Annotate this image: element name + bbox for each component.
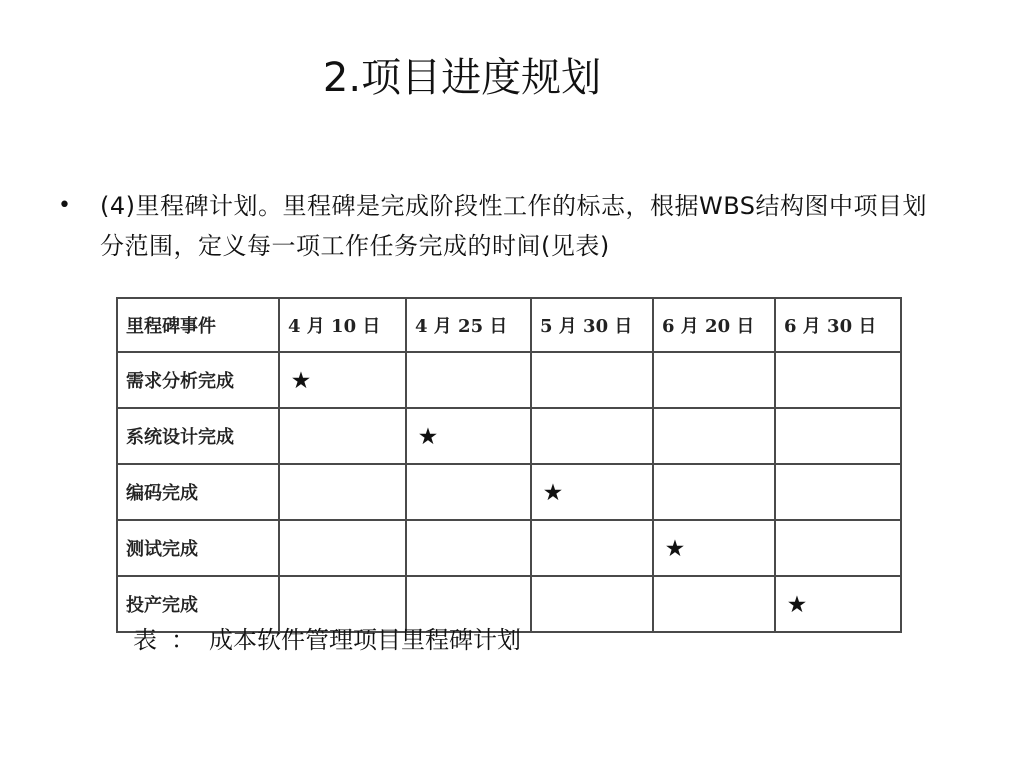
milestone-star-cell [406, 520, 531, 576]
bullet-paragraph [58, 186, 948, 286]
table-header-cell: 6 月 30 日 [775, 298, 901, 352]
milestone-star-cell [406, 464, 531, 520]
milestone-star-cell [653, 576, 775, 632]
table-header-cell: 5 月 30 日 [531, 298, 653, 352]
table-caption [133, 620, 521, 660]
table-header-cell: 里程碑事件 [117, 298, 279, 352]
milestone-event-cell: 系统设计完成 [117, 408, 279, 464]
milestone-event-cell: 测试完成 [117, 520, 279, 576]
milestone-star-cell [653, 464, 775, 520]
caption-text: 成本软件管理项目里程碑计划 [209, 626, 521, 654]
milestone-star-cell [775, 464, 901, 520]
milestone-star-cell: ★ [531, 464, 653, 520]
table-header-cell: 4 月 10 日 [279, 298, 406, 352]
milestone-star-cell [531, 520, 653, 576]
milestone-star-cell [775, 520, 901, 576]
table-header-row [117, 298, 901, 352]
milestone-star-cell [531, 352, 653, 408]
milestone-star-cell [279, 520, 406, 576]
bullet-marker: • [58, 193, 71, 218]
milestone-star-cell [406, 352, 531, 408]
milestone-star-cell: ★ [775, 576, 901, 632]
milestone-star-cell [531, 576, 653, 632]
milestone-star-cell [775, 408, 901, 464]
table-row [117, 408, 901, 464]
milestone-event-cell: 投产完成 [117, 576, 279, 632]
milestone-star-cell [531, 408, 653, 464]
milestone-event-cell: 编码完成 [117, 464, 279, 520]
milestone-star-cell [653, 408, 775, 464]
caption-colon: ： [171, 626, 195, 654]
milestone-star-cell: ★ [406, 408, 531, 464]
caption-prefix: 表 [133, 626, 157, 654]
milestone-table [116, 297, 902, 633]
table-header-cell: 6 月 20 日 [653, 298, 775, 352]
table-row [117, 520, 901, 576]
milestone-table-image [116, 297, 900, 617]
milestone-event-cell: 需求分析完成 [117, 352, 279, 408]
table-header-cell: 4 月 25 日 [406, 298, 531, 352]
milestone-star-cell [279, 408, 406, 464]
milestone-star-cell: ★ [653, 520, 775, 576]
slide-title: 2.项目进度规划 [322, 55, 602, 101]
milestone-star-cell [653, 352, 775, 408]
milestone-star-cell [279, 464, 406, 520]
table-row [117, 464, 901, 520]
table-row [117, 352, 901, 408]
bullet-text: (4)里程碑计划。里程碑是完成阶段性工作的标志，根据WBS结构图中项目划分范围，定义每一项工作任务完成的时间(见表) [100, 192, 928, 260]
milestone-star-cell [775, 352, 901, 408]
milestone-star-cell: ★ [279, 352, 406, 408]
